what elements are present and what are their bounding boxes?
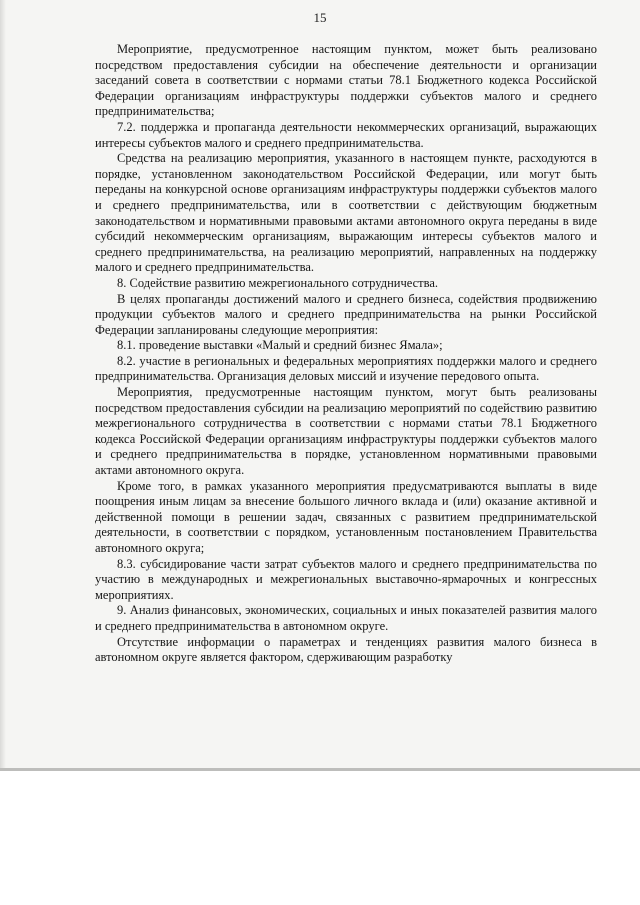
paragraph: 7.2. поддержка и пропаганда деятельности некоммерческих организаций, выражающих интересы субъектов малого и среднего предпринимательства. — [95, 119, 597, 150]
paragraph: 8. Содействие развитию межрегионального сотрудничества. — [117, 275, 439, 290]
paragraph: Кроме того, в рамках указанного мероприятия предусматриваются выплаты в виде поощрения иным лицам за внесение большого личного вклада и (или) оказание активной и действенной помощи в решении задач, связанных с развитием предпринимательской деятельности, в соответствии с порядком, установленным постановлением Правительства автономного округа; — [95, 478, 597, 555]
paragraph: 8.2. участие в региональных и федеральных мероприятиях поддержки малого и среднего предпринимательства. Организация деловых миссий и изучение передового опыта. — [95, 353, 597, 384]
page-number: 15 — [313, 10, 327, 25]
page-edge-shadow — [0, 0, 6, 768]
paragraph: 8.3. субсидирование части затрат субъектов малого и среднего предпринимательства по участию в международных и межрегиональных выставочно-ярмарочных и конгрессных мероприятиях. — [95, 556, 597, 602]
paragraph: 8.1. проведение выставки «Малый и средний бизнес Ямала»; — [117, 338, 443, 353]
paragraph: Средства на реализацию мероприятия, указанного в настоящем пункте, расходуются в порядке, установленном законодательством Российской Федерации, или могут быть переданы на конкурсной основе организациям инфраструктуры поддержки субъектов малого и среднего предпринимательства, или в соответствии с действующим бюджетным законодательством и нормативными правовыми актами автономного округа переданы в виде субсидий некоммерческим организациям, выражающим интересы субъектов малого и среднего предпринимательства, на реализацию мероприятий, направленных на поддержку малого и среднего предпринимательства. — [95, 151, 597, 275]
page-bottom-edge — [0, 768, 640, 771]
paragraph: Отсутствие информации о параметрах и тенденциях развития малого бизнеса в автономном округе является фактором, сдерживающим разработку — [95, 634, 597, 665]
paragraph: 9. Анализ финансовых, экономических, социальных и иных показателей развития малого и среднего предпринимательства в автономном округе. — [95, 603, 597, 633]
paragraph: Мероприятие, предусмотренное настоящим пунктом, может быть реализовано посредством предоставления субсидии на обеспечение деятельности и организации заседаний совета в соответствии с нормами статьи 78.1 Бюджетного кодекса Российской Федерации организациям инфраструктуры поддержки субъектов малого и среднего предпринимательства; — [95, 42, 597, 119]
paragraph: В целях пропаганды достижений малого и среднего бизнеса, содействия продвижению продукции субъектов малого и среднего предпринимательства на рынки Российской Федерации запланированы следующие мероприятия: — [95, 291, 597, 337]
document-body — [95, 42, 597, 666]
paragraph: Мероприятия, предусмотренные настоящим пунктом, могут быть реализованы посредством предоставления субсидии на реализацию мероприятий по содействию развитию межрегионального сотрудничества в соответствии с нормами статьи 78.1 Бюджетного кодекса Российской Федерации организациям инфраструктуры поддержки субъектов малого и среднего предпринимательства в порядке, установленном нормативными правовыми актами автономного округа. — [95, 385, 597, 478]
